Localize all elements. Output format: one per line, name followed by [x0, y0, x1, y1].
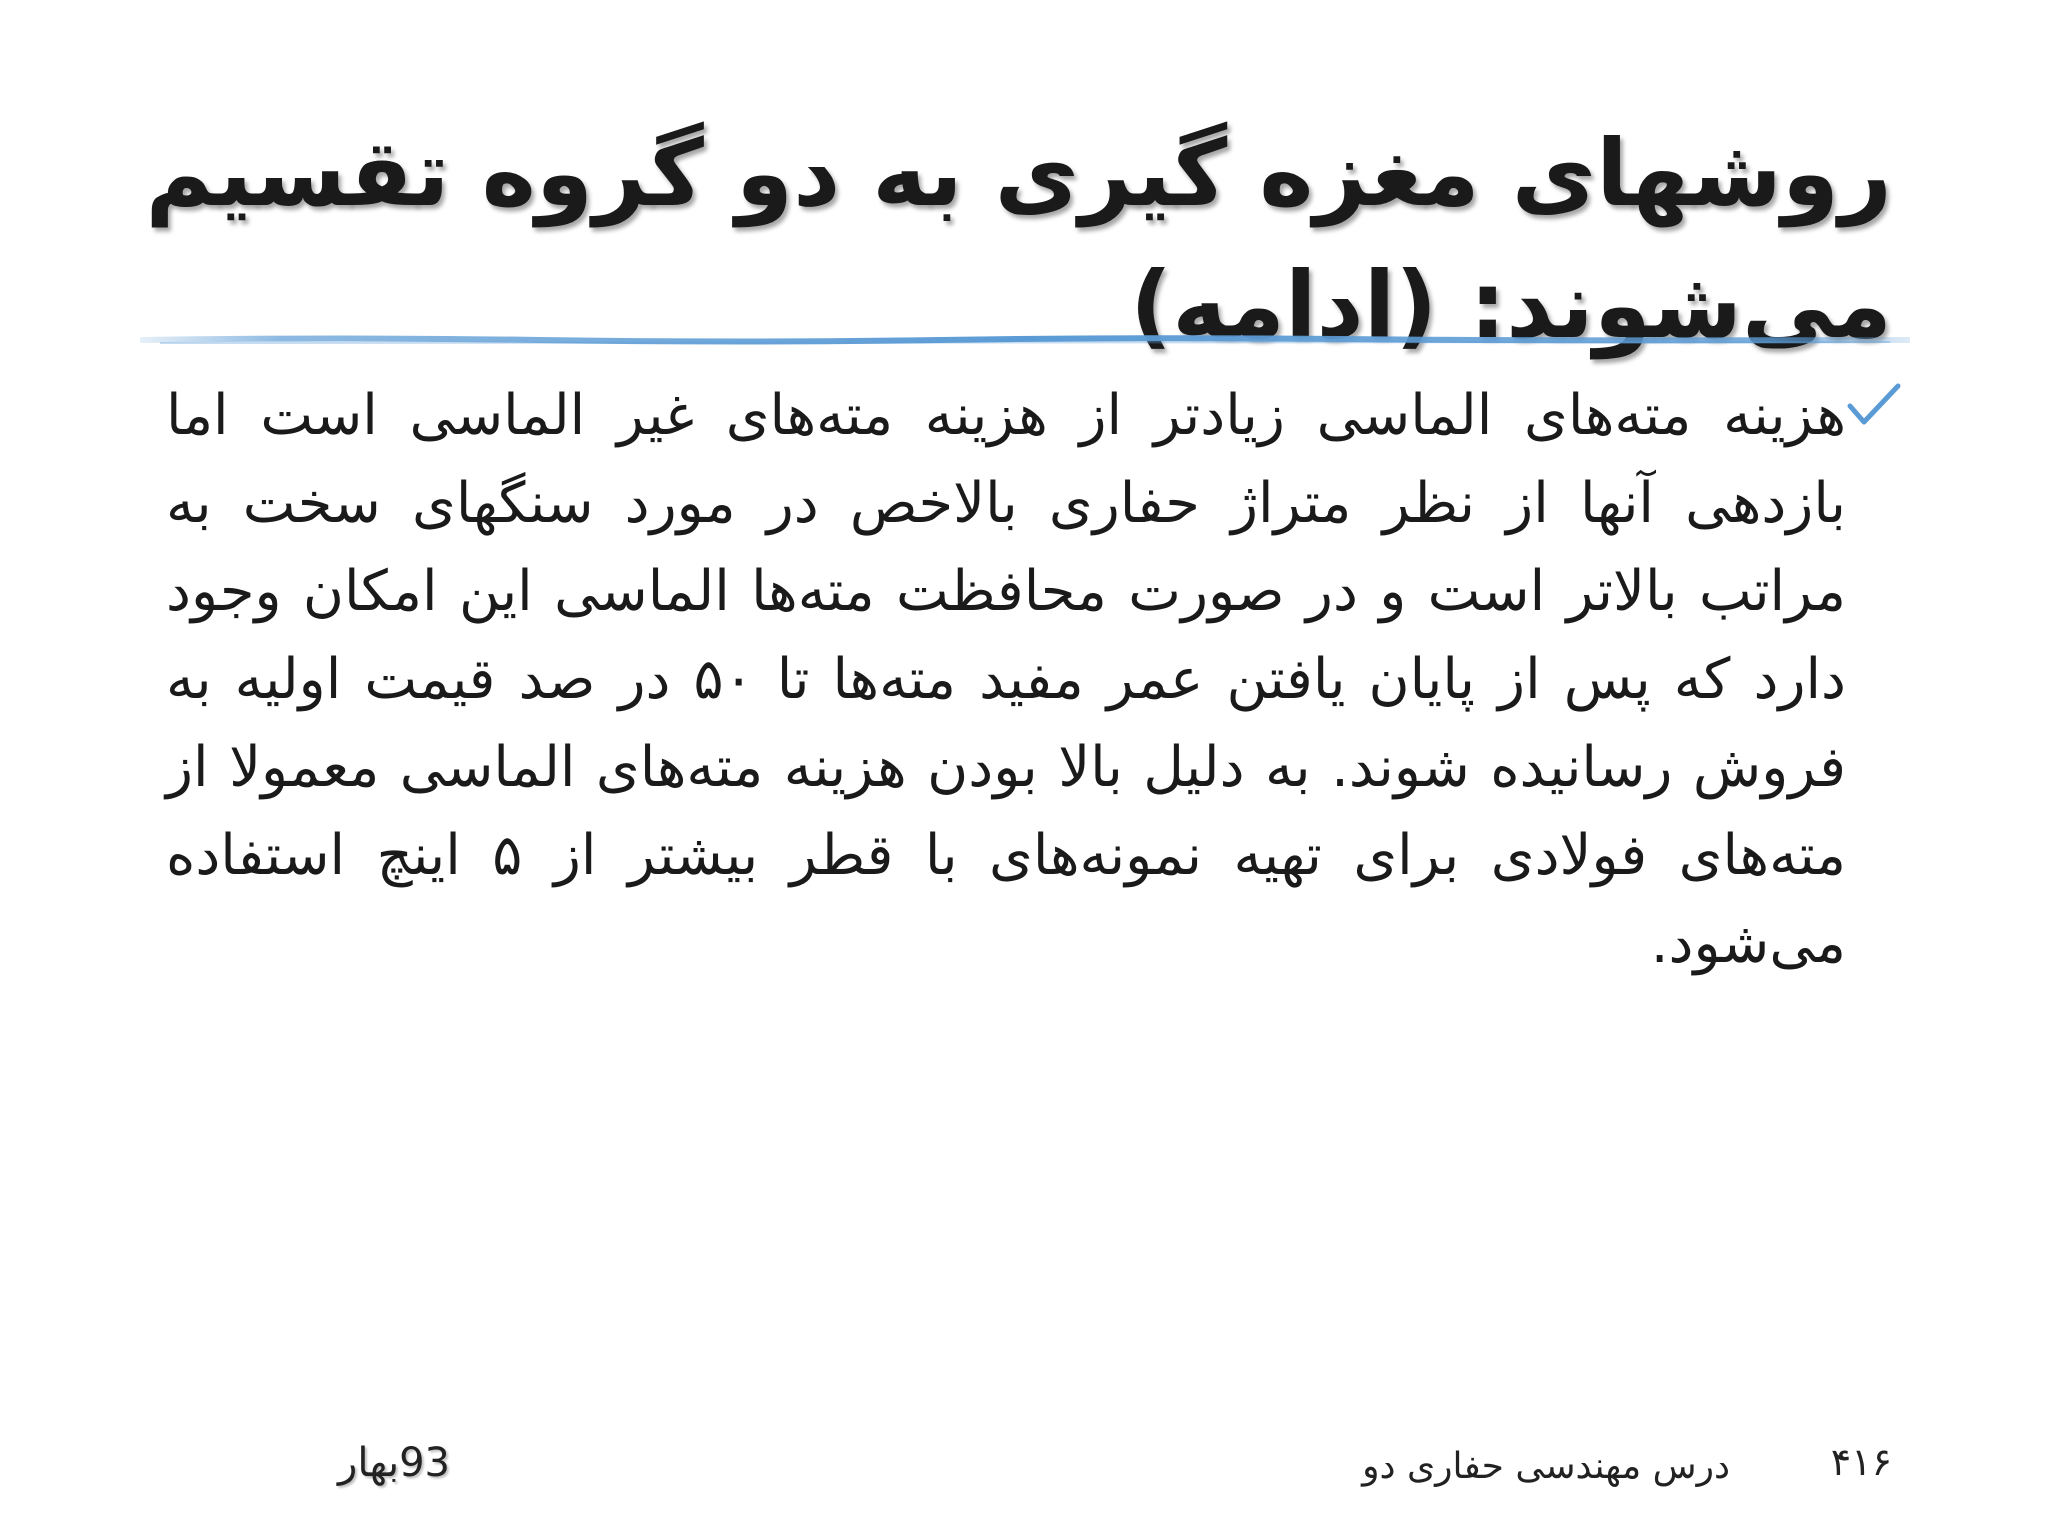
bullet-text: هزینه مته‌های الماسی زیادتر از هزینه مته‌های غیر الماسی است اما بازدهی آنها از نظر متراژ حفاری بالاخص در مورد سنگهای سخت به مراتب بالاتر است و در صورت محافظت مته‌ها الماسی این امکان وجود دارد که پس از پایان یافتن عمر مفید مته‌ها تا ۵۰ در صد قیمت اولیه به فروش رسانیده شوند. به دلیل بالا بودن هزینه مته‌های الماسی معمولا از مته‌های فولادی برای تهیه نمونه‌های با قطر بیشتر از ۵ اینچ استفاده می‌شود. — [166, 383, 1846, 976]
title-line-1: روشهای مغزه گیری به دو گروه تقسیم — [145, 120, 1892, 227]
slide-title — [145, 108, 1892, 372]
title-line-2: می‌شوند: (ادامه) — [1130, 252, 1892, 359]
term-label: 93بهار — [338, 1440, 450, 1486]
title-divider — [140, 334, 1910, 346]
divider-line — [140, 334, 1910, 346]
checkmark-icon — [1846, 380, 1902, 430]
page-number: ۴۱۶ — [1830, 1440, 1892, 1484]
course-name: درس مهندسی حفاری دو — [1362, 1446, 1730, 1487]
